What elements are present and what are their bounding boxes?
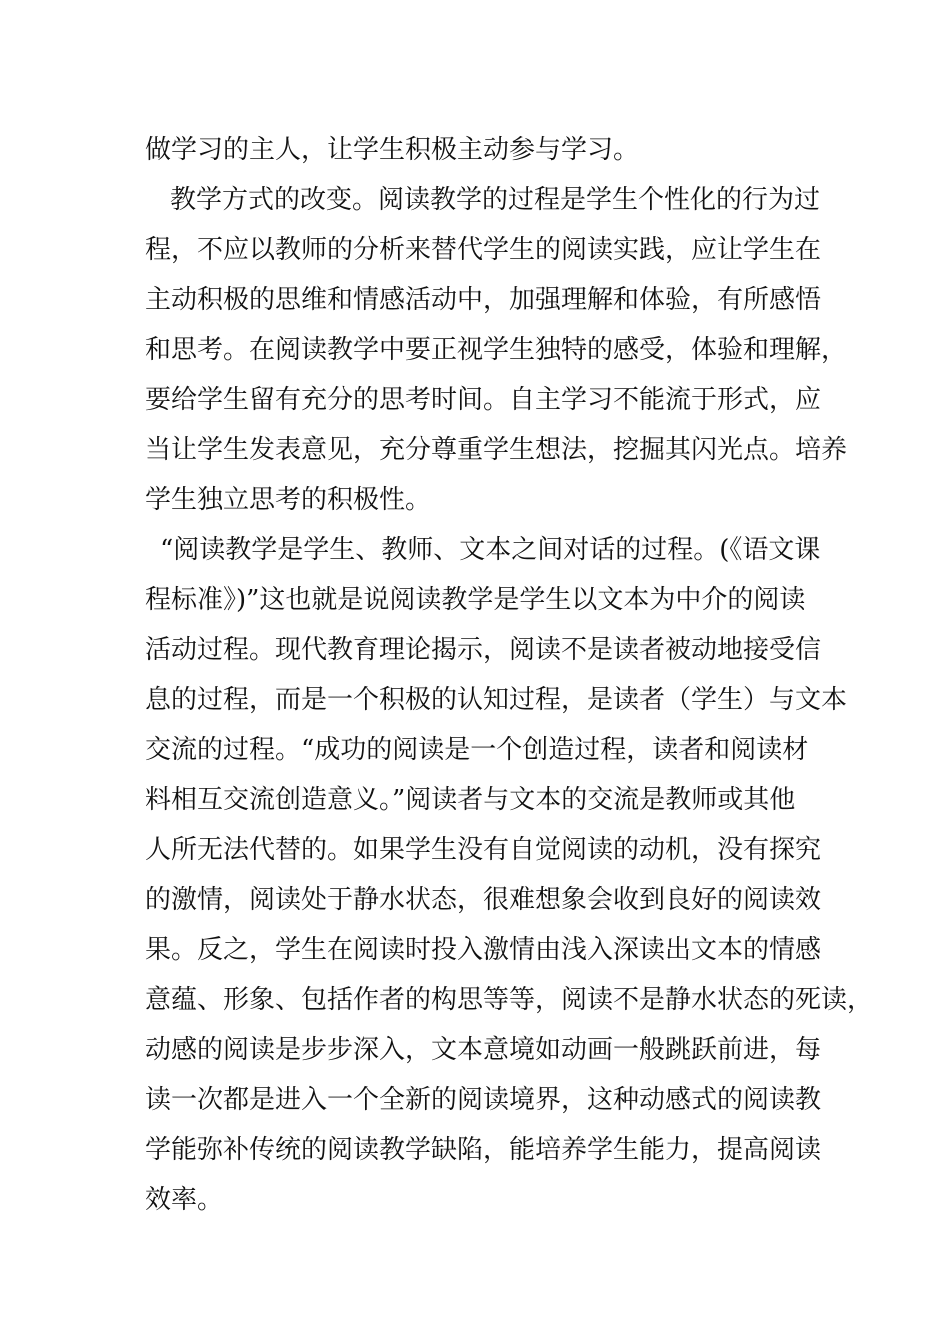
text-line: 当让学生发表意见，充分尊重学生想法，挖掘其闪光点。培养	[145, 435, 848, 465]
text-line: 教学方式的改变。阅读教学的过程是学生个性化的行为过	[170, 185, 821, 215]
text-line: 效率。	[145, 1185, 224, 1215]
text-line: “阅读教学是学生、教师、文本之间对话的过程。(《语文课	[160, 535, 821, 565]
text-line: 意蕴、形象、包括作者的构思等等，阅读不是静水状态的死读，	[145, 985, 874, 1015]
text-line: 程，不应以教师的分析来替代学生的阅读实践，应让学生在	[145, 235, 822, 265]
text-line: 做学习的主人，让学生积极主动参与学习。	[145, 135, 640, 165]
text-line: 料相互交流创造意义。”阅读者与文本的交流是教师或其他	[145, 785, 796, 815]
text-line: 学生独立思考的积极性。	[145, 485, 432, 515]
text-line: 息的过程，而是一个积极的认知过程，是读者（学生）与文本	[145, 685, 848, 715]
text-line: 程标准》)”这也就是说阅读教学是学生以文本为中介的阅读	[145, 585, 806, 615]
text-line: 交流的过程。“成功的阅读是一个创造过程，读者和阅读材	[145, 735, 809, 765]
text-line: 要给学生留有充分的思考时间。自主学习不能流于形式，应	[145, 385, 822, 415]
text-line: 和思考。在阅读教学中要正视学生独特的感受，体验和理解，	[145, 335, 848, 365]
text-line: 学能弥补传统的阅读教学缺陷，能培养学生能力，提高阅读	[145, 1135, 822, 1165]
text-line: 活动过程。现代教育理论揭示，阅读不是读者被动地接受信	[145, 635, 822, 665]
text-line: 动感的阅读是步步深入，文本意境如动画一般跳跃前进，每	[145, 1035, 822, 1065]
text-line: 主动积极的思维和情感活动中，加强理解和体验，有所感悟	[145, 285, 822, 315]
text-line: 果。反之，学生在阅读时投入激情由浅入深读出文本的情感	[145, 935, 822, 965]
text-line: 的激情，阅读处于静水状态，很难想象会收到良好的阅读效	[145, 885, 822, 915]
text-line: 人所无法代替的。如果学生没有自觉阅读的动机，没有探究	[145, 835, 822, 865]
text-line: 读一次都是进入一个全新的阅读境界，这种动感式的阅读教	[145, 1085, 822, 1115]
